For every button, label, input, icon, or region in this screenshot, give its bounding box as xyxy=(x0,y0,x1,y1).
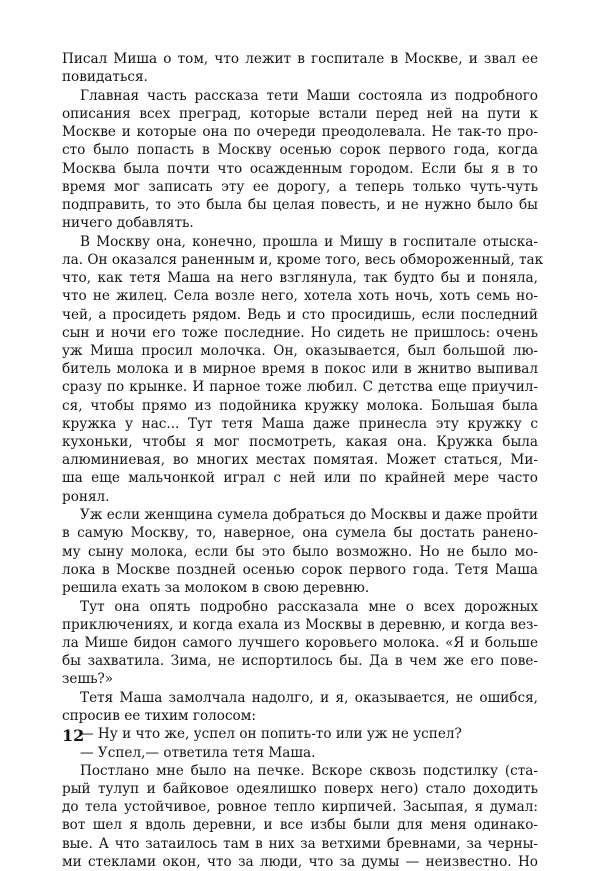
dialogue-line: — Ну и что же, успел он попить-то или уж не успел? xyxy=(80,726,462,743)
text-line: му сыну молока, если бы это было возможно. Но не было мо- xyxy=(62,543,538,560)
text-line: рый тулуп и байковое одеялишко поверх него) стало доходить xyxy=(62,781,538,797)
text-line: Москва была почти что осажденным городом. Если бы я в то xyxy=(62,160,538,177)
text-line: ша еще мальчонкой играл с ней или по крайней мере часто xyxy=(62,470,538,487)
paragraph xyxy=(62,87,538,233)
text-line: ла. Он оказался раненным и, кроме того, весь обмороженный, так xyxy=(62,252,544,269)
paragraph xyxy=(62,689,538,725)
text-line: что, как тетя Маша на него взглянула, так будто бы и поняла, xyxy=(62,270,538,287)
text-line: вые. А что затаилось там в них за ветхими бревнами, за черны- xyxy=(62,835,538,852)
text-line: что не жилец. Села возле него, хотела хоть ночь, хоть семь но- xyxy=(62,288,538,305)
text-line: Тут она опять подробно рассказала мне о всех дорожных xyxy=(80,598,538,615)
text-line: ся, чтобы прямо из подойника кружку молока. Большая была xyxy=(62,397,538,414)
text-line: битель молока и в мирное время в покос или в жнитво выпивал xyxy=(62,361,538,378)
text-line: Постлано мне было на печке. Вскоре сквозь подстилку (ста- xyxy=(80,762,538,779)
text-line: бы захватила. Зима, не испортилось бы. Да в чем же его повe- xyxy=(62,653,538,670)
text-line: ми стеклами окон, что за люди, что за думы — неизвестно. Но xyxy=(62,853,538,870)
text-line: лока в Москве поздней осенью сорок первого года. Тетя Маша xyxy=(62,561,538,578)
paragraph xyxy=(62,762,538,871)
paragraph xyxy=(62,744,538,762)
text-line: решила ехать за молоком в свою деревню. xyxy=(62,579,370,596)
text-line: чей, а просидеть рядом. Ведь и сто просидишь, если последний xyxy=(62,306,538,323)
text-line: описания всех преград, которые встали перед ней на пути к xyxy=(62,106,538,123)
text-line: кухоньки, чтобы я мог посмотреть, какая она. Кружка была xyxy=(62,433,538,450)
paragraph xyxy=(62,50,538,86)
text-line: до тела устойчивое, ровное тепло кирпичей. Засыпая, я думал: xyxy=(62,799,538,816)
text-line: Уж если женщина сумела добраться до Москвы и даже пройти xyxy=(80,507,538,524)
text-line: В Москву она, конечно, прошла и Мишу в госпитале отыска- xyxy=(80,233,538,250)
text-line: сразу по крынке. И парное тоже любил. С детства еще приучил- xyxy=(62,379,538,396)
text-line: в самую Москву, то, наверное, она сумела бы достать ранено- xyxy=(62,525,538,542)
page-number: 12 xyxy=(62,726,85,745)
dialogue-line: — Успел,— ответила тетя Маша. xyxy=(80,744,316,761)
paragraph xyxy=(62,725,538,743)
text-line: Главная часть рассказа тети Маши состояла из подробного xyxy=(80,87,538,104)
paragraph xyxy=(62,233,544,506)
text-line: ничего добавлять. xyxy=(62,215,194,232)
text-line: спросив ее тихим голосом: xyxy=(62,708,256,725)
book-page-text xyxy=(62,50,544,871)
text-line: кружка у нас... Тут тетя Маша даже принесла эту кружку с xyxy=(62,415,538,432)
text-line: зешь?» xyxy=(62,671,114,688)
text-line: сын и ночи его тоже последние. Но сидеть не пришлось: очень xyxy=(62,324,538,341)
text-line: уж Миша просил молочка. Он, оказывается, был большой лю- xyxy=(62,343,538,359)
text-line: время мог записать эту ее дорогу, а теперь только чуть-чуть xyxy=(62,178,538,195)
paragraph xyxy=(62,598,538,689)
text-line: Писал Миша о том, что лежит в госпитале в Москве, и звал ее xyxy=(62,51,538,67)
text-line: ла Мише бидон самого лучшего коровьего молока. «Я и больше xyxy=(62,635,538,651)
text-line: ронял. xyxy=(62,488,110,505)
text-line: алюминиевая, во многих местах помятая. Может статься, Ми- xyxy=(62,452,538,469)
text-line: Тетя Маша замолчала надолго, и я, оказывается, не ошибся, xyxy=(80,690,538,707)
text-line: Москве и которые она по очереди преодолевала. Не так-то про- xyxy=(62,124,538,141)
text-line: сто было попасть в Москву осенью сорок первого года, когда xyxy=(62,142,538,159)
text-line: вот шел я вдоль деревни, и все избы были для меня одинако- xyxy=(62,817,538,834)
text-line: повидаться. xyxy=(62,69,148,86)
text-line: приключениях, и когда ехала из Москвы в деревню, и когда вез- xyxy=(62,616,538,633)
paragraph xyxy=(62,506,538,597)
text-line: подправить, то это была бы целая повесть, и не нужно было бы xyxy=(62,197,538,213)
